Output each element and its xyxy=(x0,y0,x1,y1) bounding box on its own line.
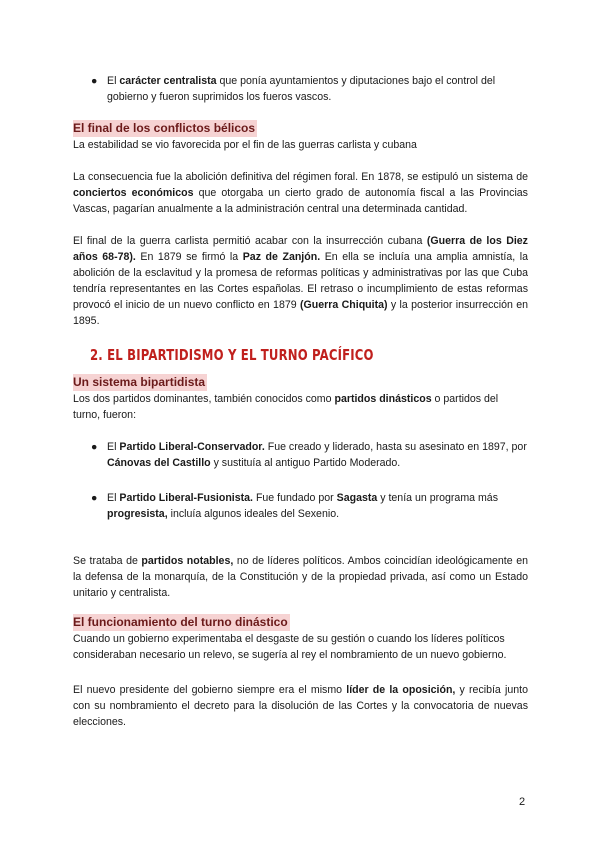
paragraph-stability: La estabilidad se vio favorecida por el fin de las guerras carlista y cubana xyxy=(73,139,417,151)
paragraph-notable-parties: Se trataba de partidos notables, no de líderes políticos. Ambos coincidían ideológicamente en la defensa de la monarquía, de la Constitución y de la propiedad privada, así como un Estado unitario y centralista. xyxy=(73,555,528,599)
paragraph-cuban-insurrection: El final de la guerra carlista permitió acabar con la insurrección cubana (Guerra de los Diez años 68-78). En 1879 se firmó la Paz de Zanjón. En ella se incluía una amplia amnistía, la abolición de la esclavitud y la promesa de reformas políticas y administrativas por las que Cuba tendría representantes en las Cortes españolas. El retraso o incumplimiento de estas reformas provocó el inicio de un nuevo conflicto en 1879 (Guerra Chiquita) y la posterior insurrección en 1895. xyxy=(73,235,529,327)
bullet-liberal-conservador xyxy=(91,439,528,471)
subheading-end-of-conflicts: El final de los conflictos bélicos xyxy=(73,121,256,135)
section-title-bipartidismo: 2. EL BIPARTIDISMO Y EL TURNO PACÍFICO xyxy=(90,346,374,364)
bullet-dot: ● xyxy=(91,492,98,504)
bullet-centralism xyxy=(91,73,528,105)
bullet-liberal-fusionista xyxy=(91,490,528,522)
bullet-text: El Partido Liberal-Conservador. Fue creado y liderado, hasta su asesinato en 1897, por Cánovas del Castillo y sustituía al antiguo Partido Moderado. xyxy=(107,441,527,469)
paragraph-foral-abolition: La consecuencia fue la abolición definitiva del régimen foral. En 1878, se estipuló un sistema de conciertos económicos que otorgaba un cierto grado de autonomía fiscal a las Provincias Vascas, pagarían anualmente a la administración central una determinada cantidad. xyxy=(73,171,528,215)
subheading-dynastic-turn: El funcionamiento del turno dinástico xyxy=(73,615,288,629)
bullet-dot: ● xyxy=(91,441,98,453)
paragraph-dynastic-parties: Los dos partidos dominantes, también conocidos como partidos dinásticos o partidos del turno, fueron: xyxy=(73,393,499,421)
bullet-text: El carácter centralista que ponía ayuntamientos y diputaciones bajo el control del gobierno y fueron suprimidos los fueros vascos. xyxy=(107,75,496,103)
paragraph-government-wear: Cuando un gobierno experimentaba el desgaste de su gestión o cuando los líderes políticos consideraban necesario un relevo, se sugería al rey el nombramiento de un nuevo gobierno. xyxy=(73,633,507,661)
subheading-bipartisan-system: Un sistema bipartidista xyxy=(73,375,206,389)
bullet-text: El Partido Liberal-Fusionista. Fue fundado por Sagasta y tenía un programa más progresista, incluía algunos ideales del Sexenio. xyxy=(107,492,498,520)
page-number: 2 xyxy=(519,796,526,808)
paragraph-new-president: El nuevo presidente del gobierno siempre era el mismo líder de la oposición, y recibía junto con su nombramiento el decreto para la disolución de las Cortes y la convocatoria de nuevas elecciones. xyxy=(73,684,528,728)
bullet-dot: ● xyxy=(91,75,98,87)
